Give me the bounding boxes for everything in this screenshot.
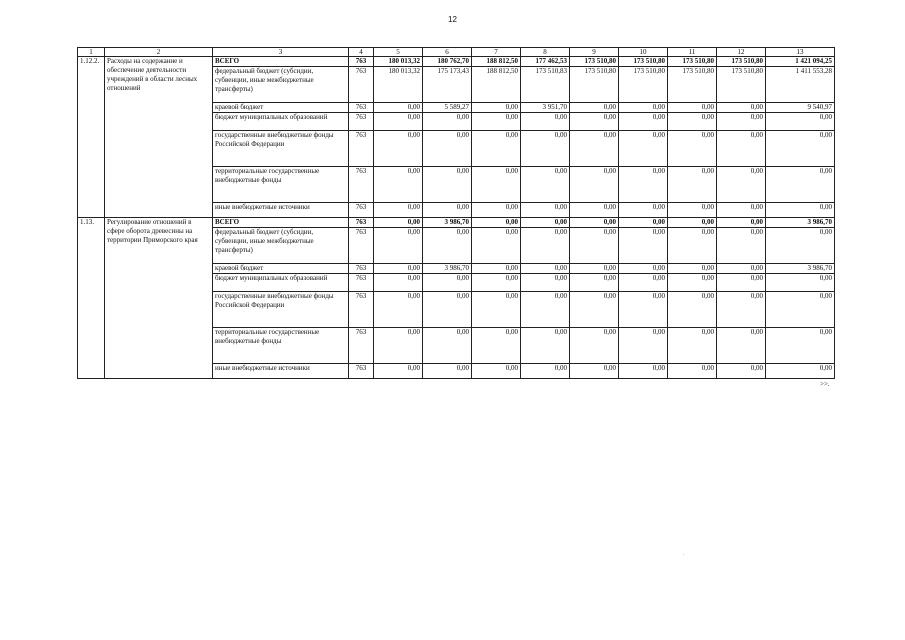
amount-cell: 0,00 bbox=[472, 292, 521, 328]
amount-cell: 0,00 bbox=[619, 203, 668, 218]
amount-cell: 0,00 bbox=[668, 131, 717, 167]
amount-cell: 0,00 bbox=[423, 113, 472, 131]
amount-cell: 0,00 bbox=[717, 113, 766, 131]
amount-cell: 173 510,80 bbox=[619, 67, 668, 103]
funding-source: территориальные государственные внебюджетные фонды bbox=[213, 167, 349, 203]
amount-cell: 0,00 bbox=[423, 364, 472, 379]
amount-cell: 180 762,70 bbox=[423, 57, 472, 67]
amount-cell: 0,00 bbox=[619, 274, 668, 292]
budget-code: 763 bbox=[349, 203, 374, 218]
column-number: 11 bbox=[668, 48, 717, 57]
amount-cell: 0,00 bbox=[472, 364, 521, 379]
amount-cell: 1 411 553,28 bbox=[766, 67, 835, 103]
budget-code: 763 bbox=[349, 103, 374, 113]
amount-cell: 173 510,80 bbox=[668, 57, 717, 67]
funding-source: ВСЕГО bbox=[213, 57, 349, 67]
column-number: 1 bbox=[78, 48, 105, 57]
amount-cell: 0,00 bbox=[374, 274, 423, 292]
amount-cell: 0,00 bbox=[668, 292, 717, 328]
amount-cell: 0,00 bbox=[668, 113, 717, 131]
column-number-row bbox=[78, 48, 835, 57]
amount-cell: 0,00 bbox=[570, 103, 619, 113]
amount-cell: 0,00 bbox=[472, 103, 521, 113]
amount-cell: 175 173,43 bbox=[423, 67, 472, 103]
budget-code: 763 bbox=[349, 274, 374, 292]
amount-cell: 0,00 bbox=[717, 203, 766, 218]
amount-cell: 0,00 bbox=[619, 364, 668, 379]
amount-cell: 0,00 bbox=[374, 131, 423, 167]
amount-cell: 0,00 bbox=[619, 113, 668, 131]
funding-source: иные внебюджетные источники bbox=[213, 203, 349, 218]
table-row bbox=[78, 218, 835, 228]
amount-cell: 0,00 bbox=[472, 274, 521, 292]
amount-cell: 0,00 bbox=[570, 218, 619, 228]
amount-cell: 9 540,97 bbox=[766, 103, 835, 113]
amount-cell: 188 812,50 bbox=[472, 67, 521, 103]
amount-cell: 0,00 bbox=[766, 292, 835, 328]
amount-cell: 0,00 bbox=[570, 274, 619, 292]
funding-source: иные внебюджетные источники bbox=[213, 364, 349, 379]
amount-cell: 0,00 bbox=[717, 103, 766, 113]
column-number: 3 bbox=[213, 48, 349, 57]
amount-cell: 0,00 bbox=[521, 203, 570, 218]
amount-cell: 0,00 bbox=[766, 113, 835, 131]
funding-source: территориальные государственные внебюджетные фонды bbox=[213, 328, 349, 364]
amount-cell: 0,00 bbox=[570, 228, 619, 264]
amount-cell: 0,00 bbox=[766, 203, 835, 218]
amount-cell: 0,00 bbox=[766, 274, 835, 292]
amount-cell: 173 510,80 bbox=[717, 57, 766, 67]
amount-cell: 0,00 bbox=[374, 364, 423, 379]
budget-code: 763 bbox=[349, 264, 374, 274]
amount-cell: 0,00 bbox=[423, 228, 472, 264]
column-number: 8 bbox=[521, 48, 570, 57]
amount-cell: 173 510,80 bbox=[668, 67, 717, 103]
amount-cell: 0,00 bbox=[570, 364, 619, 379]
amount-cell: 3 986,70 bbox=[766, 264, 835, 274]
amount-cell: 0,00 bbox=[570, 264, 619, 274]
end-mark: >>. bbox=[820, 380, 830, 388]
table-body bbox=[78, 48, 835, 379]
amount-cell: 0,00 bbox=[374, 328, 423, 364]
column-number: 10 bbox=[619, 48, 668, 57]
amount-cell: 0,00 bbox=[668, 103, 717, 113]
funding-source: краевой бюджет bbox=[213, 264, 349, 274]
amount-cell: 0,00 bbox=[668, 228, 717, 264]
funding-source: бюджет муниципальных образований bbox=[213, 113, 349, 131]
section-name: Расходы на содержание и обеспечение деятельности учреждений в области лесных отношений bbox=[105, 57, 213, 218]
amount-cell: 0,00 bbox=[619, 228, 668, 264]
budget-code: 763 bbox=[349, 292, 374, 328]
column-number: 9 bbox=[570, 48, 619, 57]
amount-cell: 0,00 bbox=[717, 167, 766, 203]
amount-cell: 0,00 bbox=[521, 167, 570, 203]
funding-source: бюджет муниципальных образований bbox=[213, 274, 349, 292]
amount-cell: 0,00 bbox=[668, 274, 717, 292]
column-number: 13 bbox=[766, 48, 835, 57]
amount-cell: 0,00 bbox=[374, 218, 423, 228]
section-name: Регулирование отношений в сфере оборота древесины на территории Приморского края bbox=[105, 218, 213, 379]
amount-cell: 0,00 bbox=[717, 328, 766, 364]
amount-cell: 0,00 bbox=[423, 292, 472, 328]
amount-cell: 180 013,32 bbox=[374, 67, 423, 103]
funding-source: ВСЕГО bbox=[213, 218, 349, 228]
amount-cell: 0,00 bbox=[766, 228, 835, 264]
column-number: 7 bbox=[472, 48, 521, 57]
section-id: 1.12.2. bbox=[78, 57, 105, 218]
column-number: 6 bbox=[423, 48, 472, 57]
amount-cell: 1 421 094,25 bbox=[766, 57, 835, 67]
amount-cell: 0,00 bbox=[766, 364, 835, 379]
table-row bbox=[78, 57, 835, 67]
column-number: 2 bbox=[105, 48, 213, 57]
amount-cell: 0,00 bbox=[570, 292, 619, 328]
amount-cell: 0,00 bbox=[619, 328, 668, 364]
column-number: 5 bbox=[374, 48, 423, 57]
amount-cell: 0,00 bbox=[521, 113, 570, 131]
scan-mark: . bbox=[683, 551, 685, 557]
amount-cell: 0,00 bbox=[766, 131, 835, 167]
budget-code: 763 bbox=[349, 67, 374, 103]
amount-cell: 0,00 bbox=[423, 167, 472, 203]
amount-cell: 173 510,80 bbox=[570, 67, 619, 103]
amount-cell: 0,00 bbox=[423, 328, 472, 364]
amount-cell: 0,00 bbox=[570, 203, 619, 218]
amount-cell: 0,00 bbox=[472, 131, 521, 167]
budget-code: 763 bbox=[349, 113, 374, 131]
amount-cell: 0,00 bbox=[619, 131, 668, 167]
amount-cell: 0,00 bbox=[472, 167, 521, 203]
amount-cell: 0,00 bbox=[423, 203, 472, 218]
amount-cell: 0,00 bbox=[374, 264, 423, 274]
amount-cell: 0,00 bbox=[472, 113, 521, 131]
funding-source: государственные внебюджетные фонды Российской Федерации bbox=[213, 292, 349, 328]
amount-cell: 0,00 bbox=[668, 328, 717, 364]
amount-cell: 0,00 bbox=[472, 328, 521, 364]
amount-cell: 0,00 bbox=[472, 228, 521, 264]
amount-cell: 0,00 bbox=[374, 167, 423, 203]
amount-cell: 0,00 bbox=[472, 203, 521, 218]
amount-cell: 173 510,80 bbox=[717, 67, 766, 103]
amount-cell: 188 812,50 bbox=[472, 57, 521, 67]
budget-table bbox=[77, 47, 835, 379]
budget-code: 763 bbox=[349, 218, 374, 228]
amount-cell: 0,00 bbox=[374, 228, 423, 264]
amount-cell: 0,00 bbox=[423, 131, 472, 167]
amount-cell: 173 510,83 bbox=[521, 67, 570, 103]
amount-cell: 0,00 bbox=[570, 328, 619, 364]
amount-cell: 0,00 bbox=[668, 218, 717, 228]
amount-cell: 0,00 bbox=[521, 264, 570, 274]
amount-cell: 0,00 bbox=[619, 167, 668, 203]
amount-cell: 173 510,80 bbox=[570, 57, 619, 67]
amount-cell: 0,00 bbox=[619, 218, 668, 228]
amount-cell: 3 986,70 bbox=[423, 218, 472, 228]
budget-code: 763 bbox=[349, 57, 374, 67]
amount-cell: 0,00 bbox=[521, 218, 570, 228]
amount-cell: 180 013,32 bbox=[374, 57, 423, 67]
amount-cell: 0,00 bbox=[374, 103, 423, 113]
amount-cell: 0,00 bbox=[521, 364, 570, 379]
amount-cell: 0,00 bbox=[619, 292, 668, 328]
amount-cell: 0,00 bbox=[766, 328, 835, 364]
amount-cell: 0,00 bbox=[374, 203, 423, 218]
amount-cell: 0,00 bbox=[374, 292, 423, 328]
amount-cell: 0,00 bbox=[668, 203, 717, 218]
amount-cell: 0,00 bbox=[570, 131, 619, 167]
amount-cell: 0,00 bbox=[472, 218, 521, 228]
amount-cell: 0,00 bbox=[717, 218, 766, 228]
amount-cell: 0,00 bbox=[619, 103, 668, 113]
budget-code: 763 bbox=[349, 364, 374, 379]
amount-cell: 0,00 bbox=[472, 264, 521, 274]
amount-cell: 0,00 bbox=[619, 264, 668, 274]
budget-code: 763 bbox=[349, 328, 374, 364]
amount-cell: 0,00 bbox=[521, 274, 570, 292]
column-number: 4 bbox=[349, 48, 374, 57]
funding-source: государственные внебюджетные фонды Российской Федерации bbox=[213, 131, 349, 167]
amount-cell: 5 589,27 bbox=[423, 103, 472, 113]
budget-code: 763 bbox=[349, 131, 374, 167]
column-number: 12 bbox=[717, 48, 766, 57]
amount-cell: 0,00 bbox=[766, 167, 835, 203]
section-id: 1.13. bbox=[78, 218, 105, 379]
amount-cell: 0,00 bbox=[717, 364, 766, 379]
amount-cell: 0,00 bbox=[521, 292, 570, 328]
amount-cell: 0,00 bbox=[423, 274, 472, 292]
amount-cell: 0,00 bbox=[374, 113, 423, 131]
funding-source: федеральный бюджет (субсидии, субвенции, иные межбюджетные трансферты) bbox=[213, 228, 349, 264]
amount-cell: 177 462,53 bbox=[521, 57, 570, 67]
budget-code: 763 bbox=[349, 228, 374, 264]
amount-cell: 0,00 bbox=[717, 264, 766, 274]
amount-cell: 0,00 bbox=[717, 228, 766, 264]
amount-cell: 3 986,70 bbox=[423, 264, 472, 274]
funding-source: федеральный бюджет (субсидии, субвенции, иные межбюджетные трансферты) bbox=[213, 67, 349, 103]
amount-cell: 0,00 bbox=[668, 264, 717, 274]
amount-cell: 0,00 bbox=[570, 167, 619, 203]
amount-cell: 0,00 bbox=[521, 228, 570, 264]
budget-code: 763 bbox=[349, 167, 374, 203]
amount-cell: 3 986,70 bbox=[766, 218, 835, 228]
amount-cell: 0,00 bbox=[717, 274, 766, 292]
amount-cell: 0,00 bbox=[668, 167, 717, 203]
amount-cell: 0,00 bbox=[717, 292, 766, 328]
amount-cell: 0,00 bbox=[668, 364, 717, 379]
page-number: 12 bbox=[448, 15, 457, 24]
amount-cell: 0,00 bbox=[717, 131, 766, 167]
amount-cell: 0,00 bbox=[521, 328, 570, 364]
amount-cell: 173 510,80 bbox=[619, 57, 668, 67]
amount-cell: 0,00 bbox=[521, 131, 570, 167]
amount-cell: 0,00 bbox=[570, 113, 619, 131]
amount-cell: 3 951,70 bbox=[521, 103, 570, 113]
funding-source: краевой бюджет bbox=[213, 103, 349, 113]
